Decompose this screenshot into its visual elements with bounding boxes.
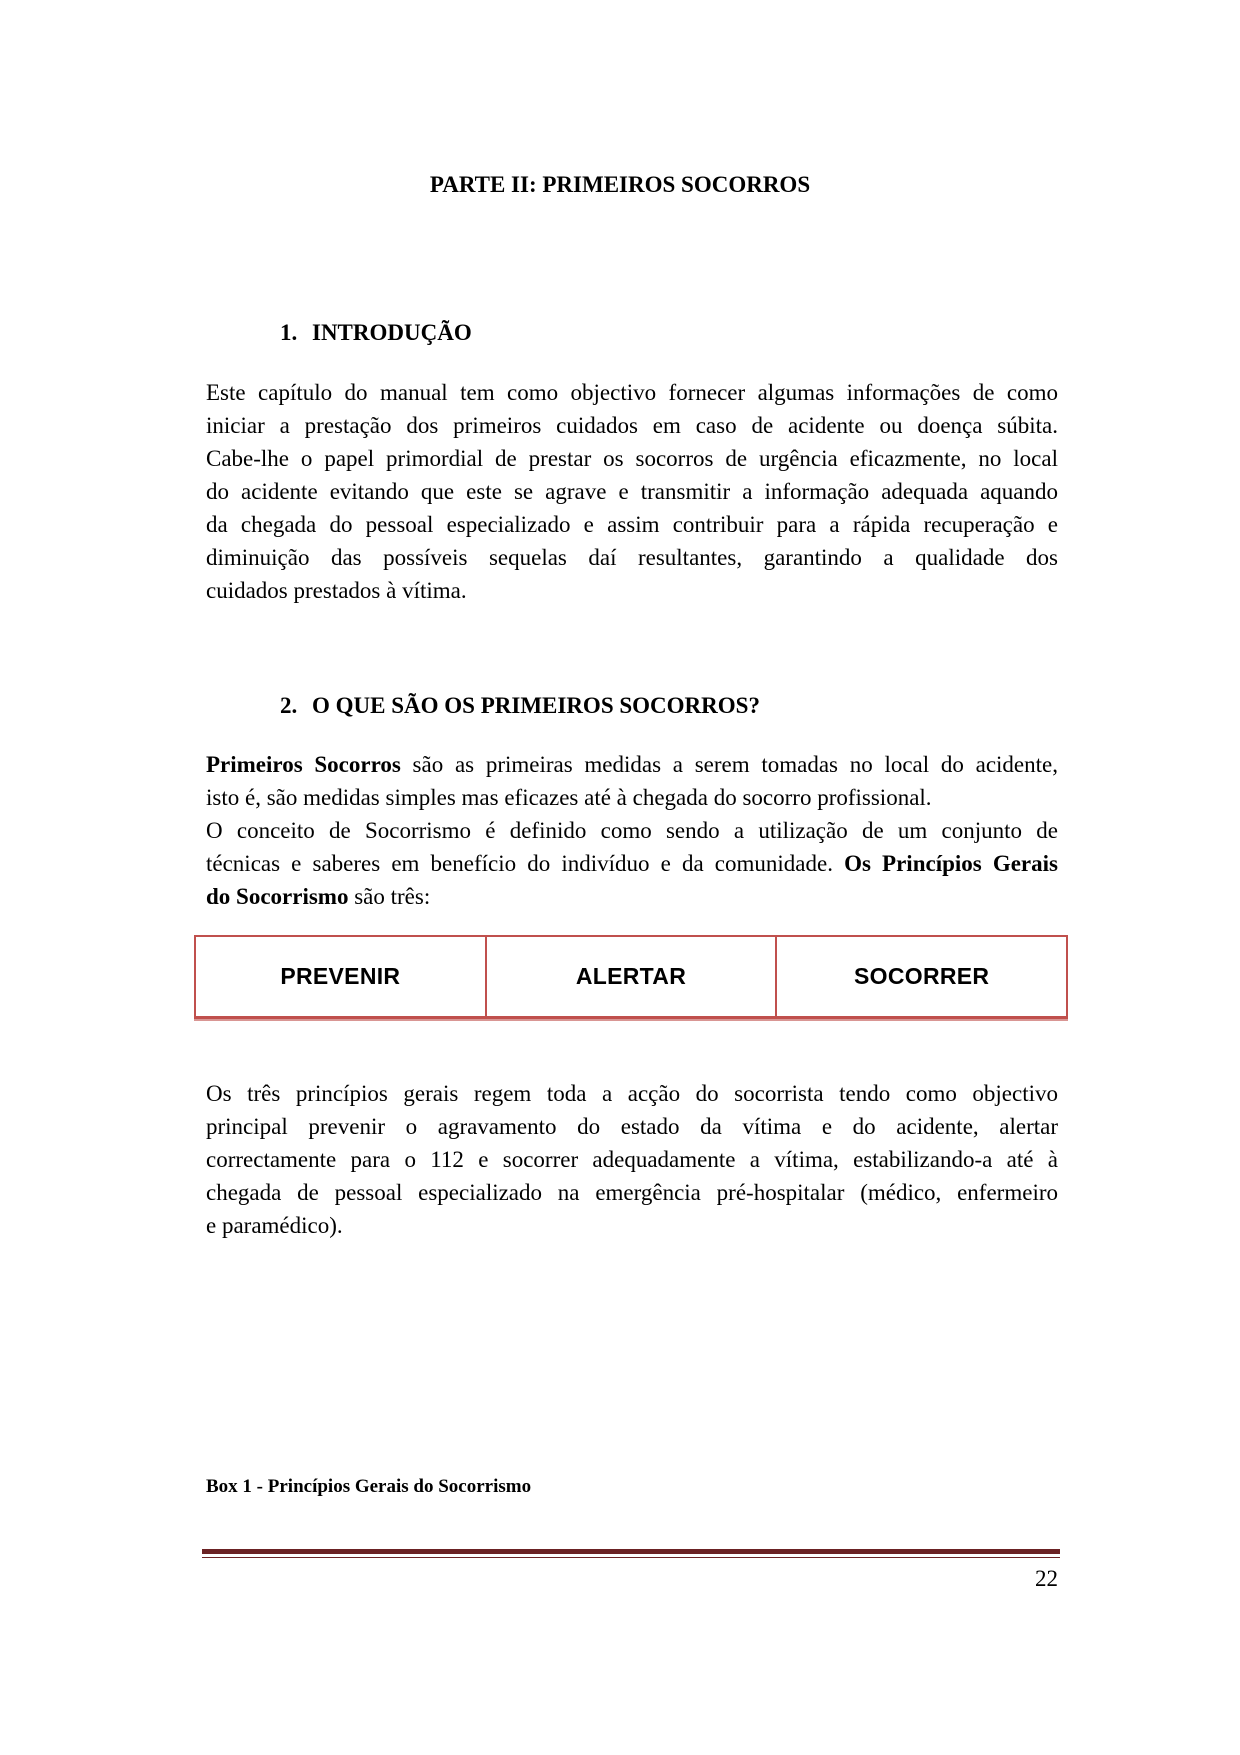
- page-title: PARTE II: PRIMEIROS SOCORROS: [429, 172, 811, 197]
- section-title: INTRODUÇÃO: [312, 320, 472, 345]
- principle-alertar: ALERTAR: [485, 937, 776, 1016]
- paragraph-line: correctamente para o 112 e socorrer adequadamente a vítima, estabilizando-a até à: [206, 1147, 1058, 1172]
- footer-rule: [202, 1549, 1060, 1554]
- principle-prevenir: PREVENIR: [280, 963, 401, 989]
- footer-rule-thin: [202, 1557, 1060, 1558]
- paragraph-line: Este capítulo do manual tem como objectivo fornecer algumas informações de como: [206, 380, 1058, 405]
- definition-paragraph: [206, 748, 1058, 913]
- paragraph-line: diminuição das possíveis sequelas daí resultantes, garantindo a qualidade dos: [206, 545, 1058, 570]
- paragraph-line: Cabe-lhe o papel primordial de prestar os socorros de urgência eficazmente, no local: [206, 446, 1058, 471]
- paragraph-line: isto é, são medidas simples mas eficazes até à chegada do socorro profissional.: [206, 785, 932, 810]
- paragraph-text: técnicas e saberes em benefício do indivíduo e da comunidade.: [206, 851, 845, 876]
- principles-table: [194, 935, 1068, 1019]
- bold-term: do Socorrismo: [206, 884, 349, 909]
- section-heading-o-que-sao: [280, 693, 760, 719]
- intro-paragraph: [206, 376, 1058, 607]
- paragraph-line: [206, 847, 1058, 880]
- paragraph-line: iniciar a prestação dos primeiros cuidados em caso de acidente ou doença súbita.: [206, 413, 1058, 438]
- paragraph-line: O conceito de Socorrismo é definido como sendo a utilização de um conjunto de: [206, 818, 1058, 843]
- paragraph-line: e paramédico).: [206, 1213, 343, 1238]
- paragraph-line: do acidente evitando que este se agrave e transmitir a informação adequada aquando: [206, 479, 1058, 504]
- paragraph-line: cuidados prestados à vítima.: [206, 578, 467, 603]
- section-heading-introducao: [280, 320, 472, 346]
- box-caption: Box 1 - Princípios Gerais do Socorrismo: [206, 1476, 532, 1497]
- bold-term: Os Princípios Gerais: [844, 851, 1058, 876]
- principle-socorrer: SOCORRER: [775, 937, 1066, 1016]
- paragraph-line: [206, 880, 1058, 913]
- page-number: 22: [1035, 1566, 1058, 1591]
- bold-term: Primeiros Socorros: [206, 752, 401, 777]
- paragraph-text: são as primeiras medidas a serem tomadas no local do acidente,: [400, 752, 1058, 777]
- section-number: 2.: [280, 693, 298, 718]
- paragraph-line: principal prevenir o agravamento do estado da vítima e do acidente, alertar: [206, 1114, 1058, 1139]
- section-number: 1.: [280, 320, 298, 345]
- paragraph-line: da chegada do pessoal especializado e assim contribuir para a rápida recuperação e: [206, 512, 1058, 537]
- paragraph-line: [206, 748, 1058, 781]
- paragraph-line: Os três princípios gerais regem toda a acção do socorrista tendo como objectivo: [206, 1081, 1058, 1106]
- paragraph-line: chegada de pessoal especializado na emergência pré-hospitalar (médico, enfermeiro: [206, 1180, 1058, 1205]
- paragraph-text: são três:: [348, 884, 431, 909]
- principles-paragraph: [206, 1077, 1058, 1242]
- section-title: O QUE SÃO OS PRIMEIROS SOCORROS?: [312, 693, 760, 718]
